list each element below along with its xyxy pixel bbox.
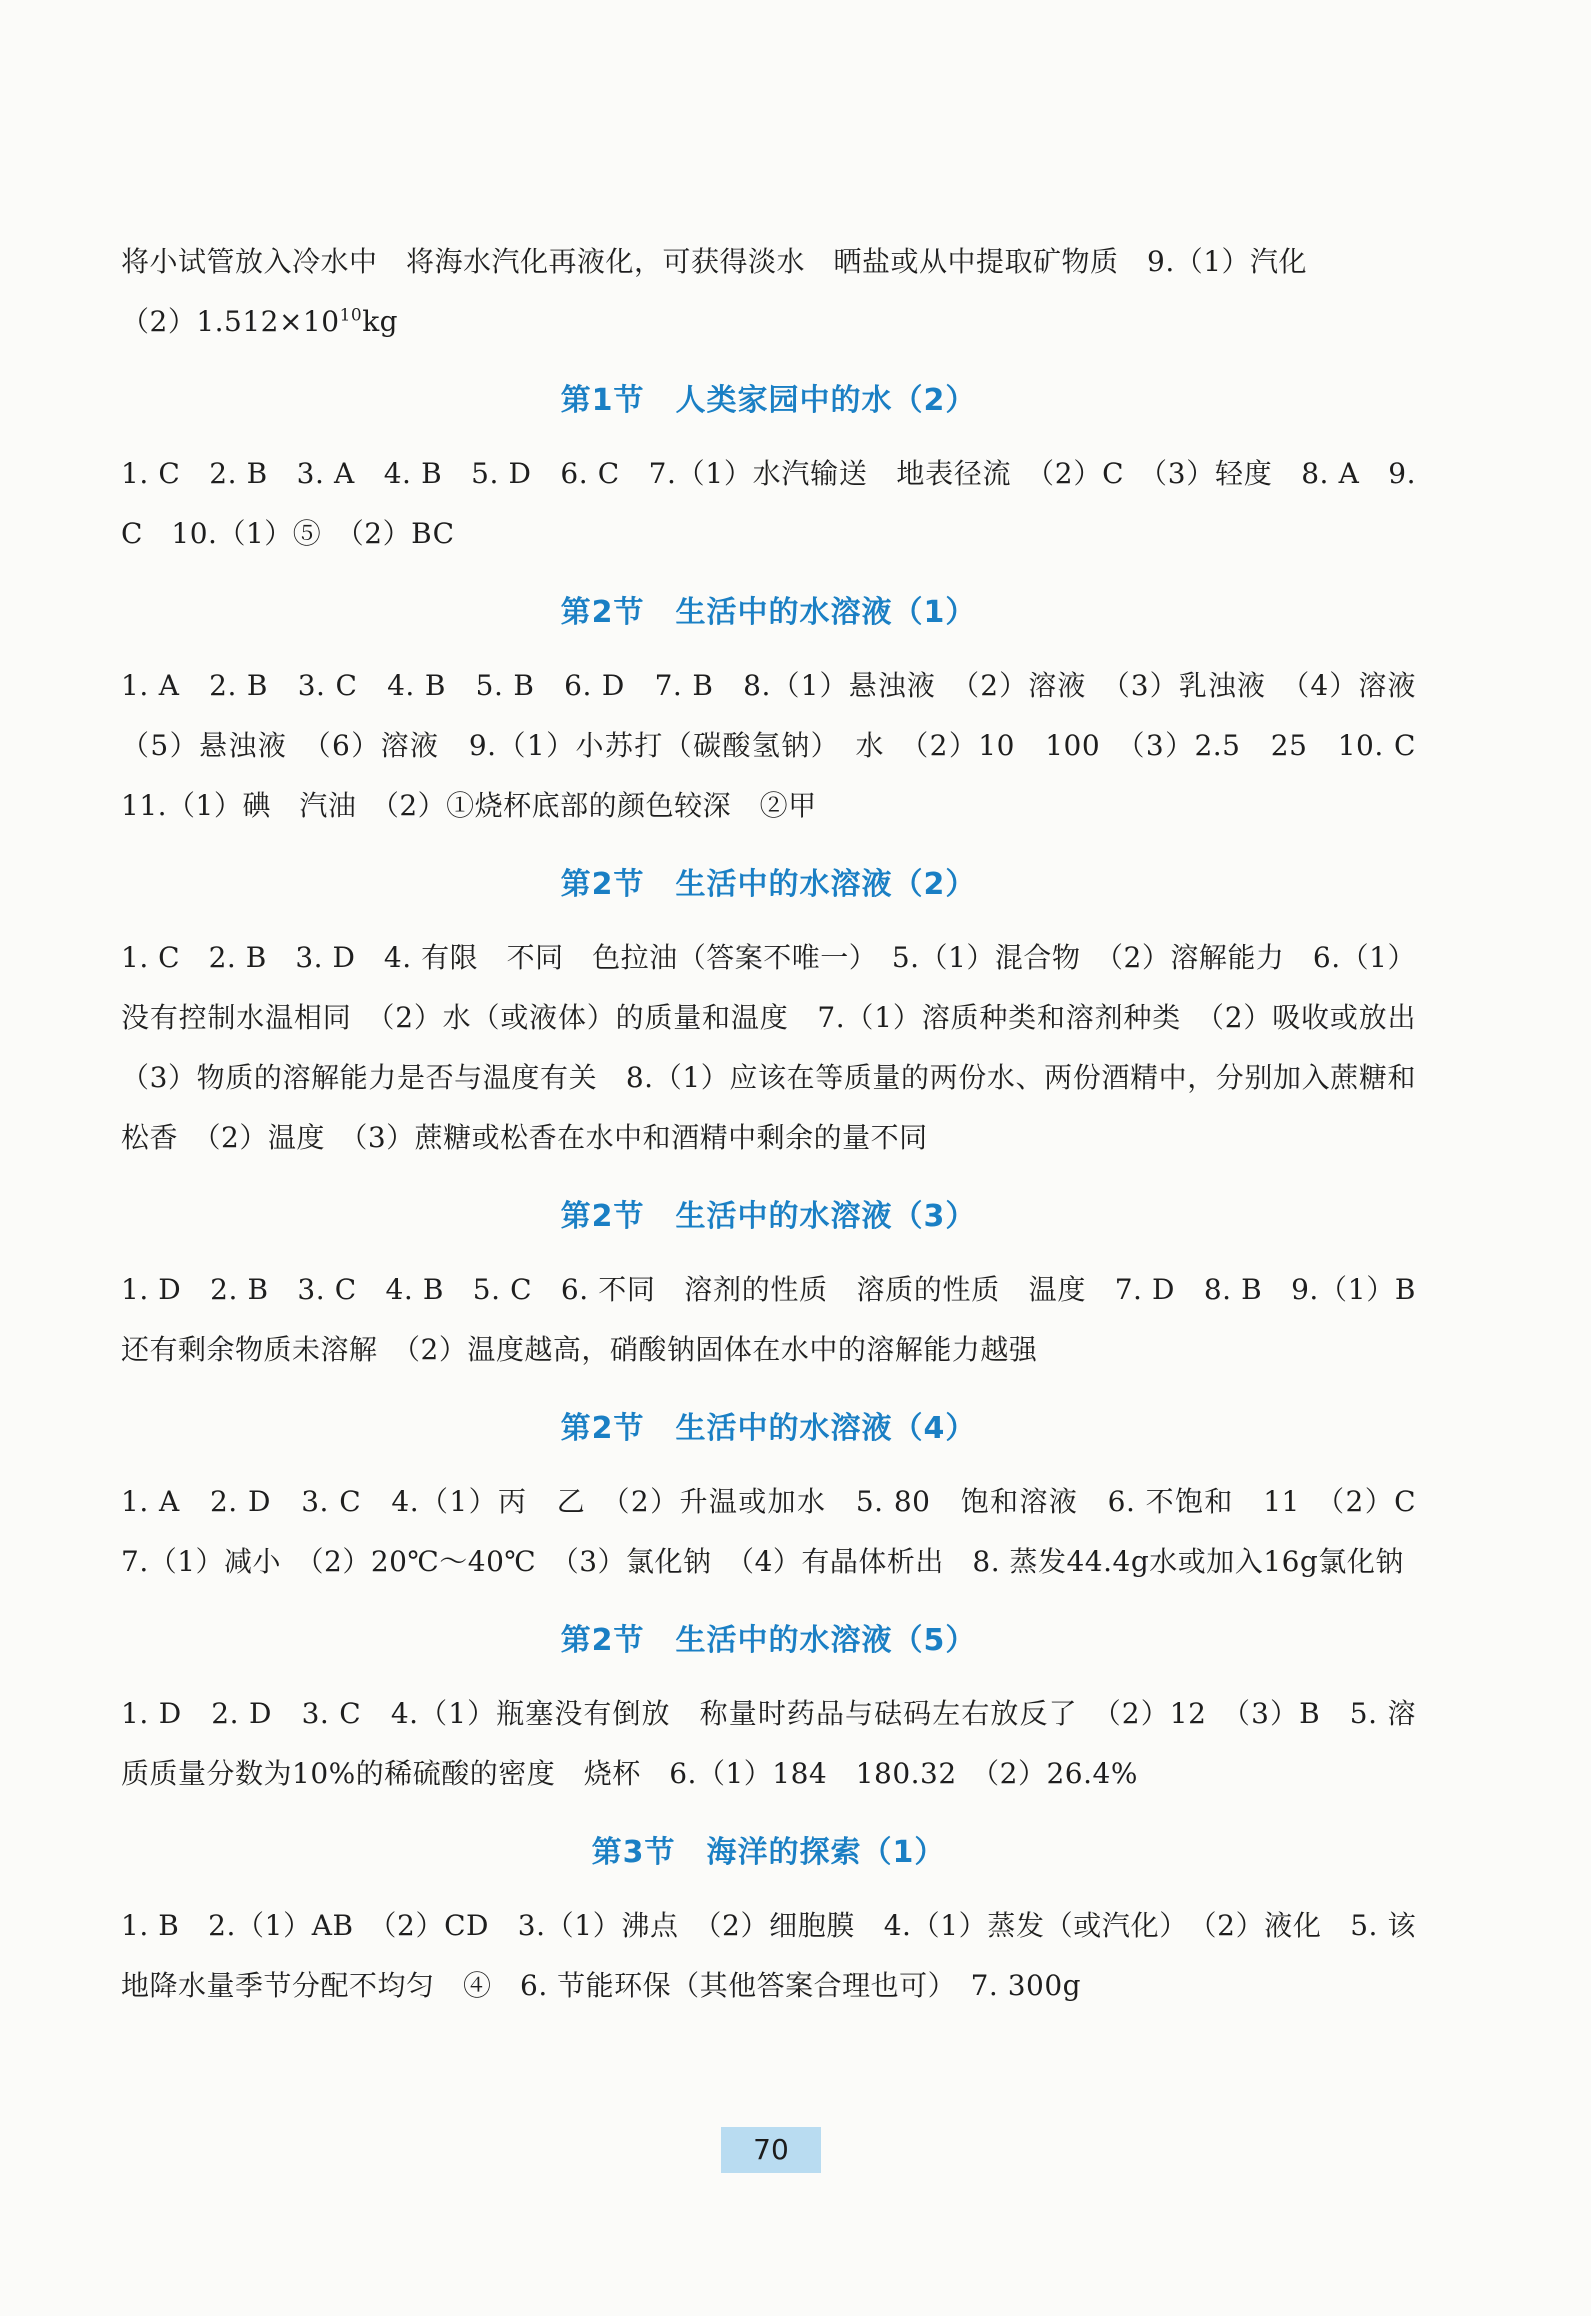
section-title-3: 第2节 生活中的水溶液（2） — [560, 867, 977, 902]
intro-paragraph — [121, 232, 1416, 352]
intro-line-2-suffix: kg — [362, 305, 399, 338]
answer-page-content — [121, 232, 1445, 2016]
intro-line-2-prefix: （2）1.512×10 — [121, 305, 340, 338]
section-body-6: 1. D 2. D 3. C 4.（1）瓶塞没有倒放 称量时药品与砝码左右放反了 （2）12 （3）B 5. 溶质质量分数为10%的稀硫酸的密度 烧杯 6.（1）184 180.32 （2）26.4% — [121, 1697, 1416, 1790]
section-title-1: 第1节 人类家园中的水（2） — [560, 383, 977, 418]
intro-line-1: 将小试管放入冷水中 将海水汽化再液化，可获得淡水 晒盐或从中提取矿物质 9.（1）汽化 — [121, 245, 1308, 278]
intro-line-2-exponent: 10 — [339, 305, 363, 326]
section-title-4: 第2节 生活中的水溶液（3） — [560, 1199, 977, 1234]
section-title-5: 第2节 生活中的水溶液（4） — [560, 1411, 977, 1446]
section-body-2: 1. A 2. B 3. C 4. B 5. B 6. D 7. B 8.（1）悬浊液 （2）溶液 （3）乳浊液 （4）溶液 （5）悬浊液 （6）溶液 9.（1）小苏打（碳酸氢钠） 水 （2）10 100 （3）2.5 25 10. C 11.（1）碘 汽油 （2）①烧杯底部的颜色较深 ②甲 — [121, 669, 1445, 822]
section-body-1: 1. C 2. B 3. A 4. B 5. D 6. C 7.（1）水汽输送 地表径流 （2）C （3）轻度 8. A 9. C 10.（1）⑤ （2）BC — [121, 457, 1426, 550]
section-title-2: 第2节 生活中的水溶液（1） — [560, 595, 977, 630]
page-number: 70 — [721, 2127, 821, 2173]
section-body-3: 1. C 2. B 3. D 4. 有限 不同 色拉油（答案不唯一） 5.（1）混合物 （2）溶解能力 6.（1）没有控制水温相同 （2）水（或液体）的质量和温度 7.（1）溶质种类和溶剂种类 （2）吸收或放出 （3）物质的溶解能力是否与温度有关 8.（1）应该在等质量的两份水、两份酒精中，分别加入蔗糖和松香 （2）温度 （3）蔗糖或松香在水中和酒精中剩余的量不同 — [121, 941, 1445, 1154]
section-body-5: 1. A 2. D 3. C 4.（1）丙 乙 （2）升温或加水 5. 80 饱和溶液 6. 不饱和 11 （2）C 7.（1）减小 （2）20℃～40℃ （3）氯化钠 （4）有晶体析出 8. 蒸发44.4g水或加入16g氯化钠 — [121, 1485, 1445, 1578]
section-body-7: 1. B 2.（1）AB （2）CD 3.（1）沸点 （2）细胞膜 4.（1）蒸发（或汽化） （2）液化 5. 该地降水量季节分配不均匀 ④ 6. 节能环保（其他答案合理也可） 7. 300g — [121, 1909, 1416, 2002]
section-title-6: 第2节 生活中的水溶液（5） — [560, 1623, 977, 1658]
section-title-7: 第3节 海洋的探索（1） — [591, 1835, 946, 1870]
section-body-4: 1. D 2. B 3. C 4. B 5. C 6. 不同 溶剂的性质 溶质的性质 温度 7. D 8. B 9.（1）B 还有剩余物质未溶解 （2）温度越高，硝酸钠固体在水中的溶解能力越强 — [121, 1273, 1426, 1366]
